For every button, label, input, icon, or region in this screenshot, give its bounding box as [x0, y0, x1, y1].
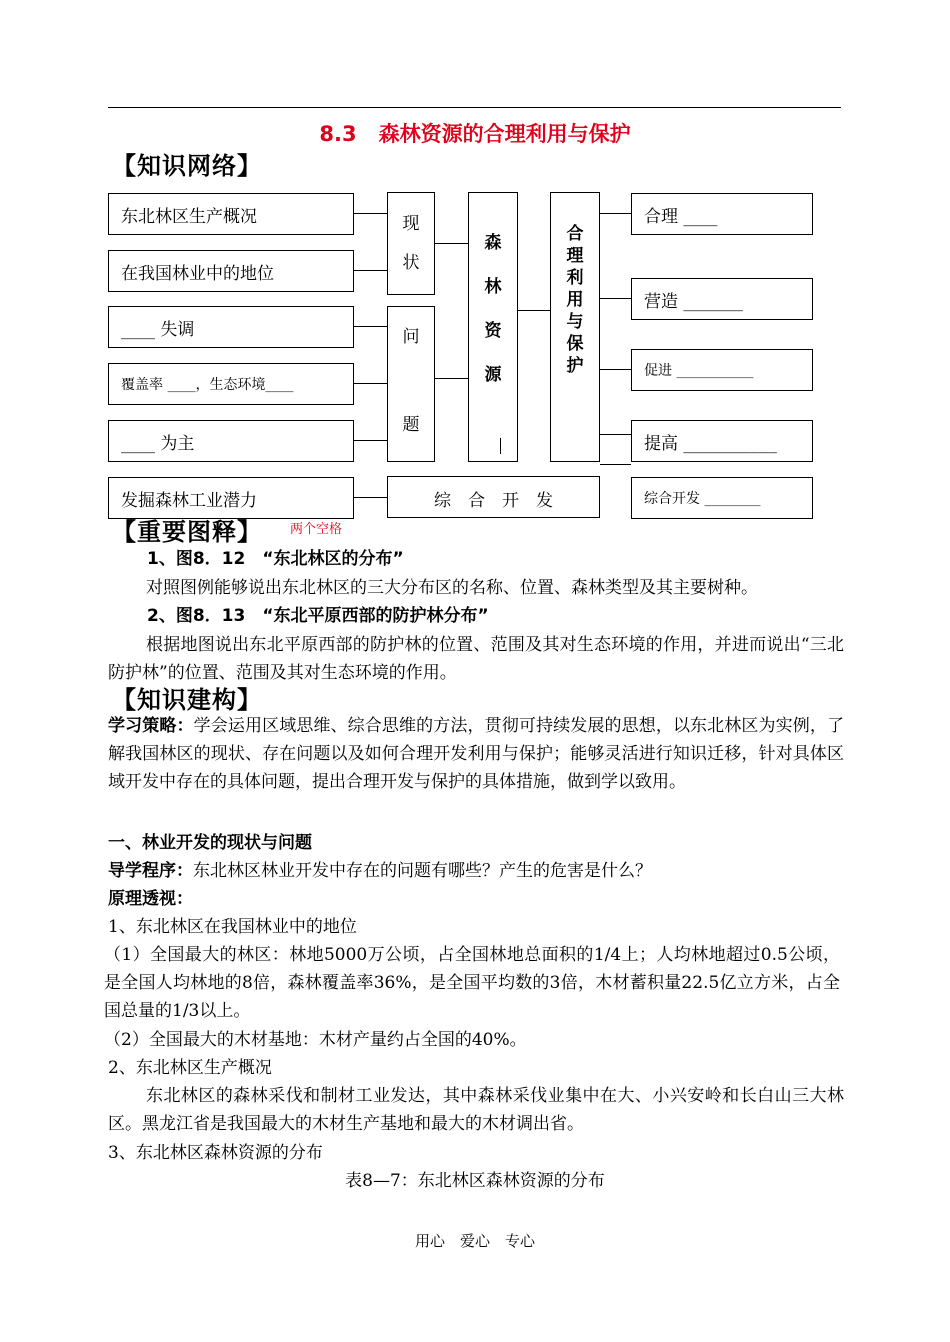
section-figures-heading: 【重要图释】 — [112, 518, 262, 546]
right-box-2: 营造 _______ — [631, 278, 813, 320]
header-rule — [108, 107, 841, 108]
connector — [354, 383, 387, 384]
page-footer: 用心 爱心 专心 — [414, 1232, 535, 1250]
right-box-1: 合理 ____ — [631, 193, 813, 235]
use-char-1: 合 — [566, 224, 584, 244]
use-char-6: 保 — [566, 334, 584, 354]
item-1: 1、东北林区在我国林业中的地位 — [108, 917, 357, 937]
comprehensive-development-box: 综 合 开 发 — [387, 476, 600, 518]
forest-resource-box — [468, 192, 518, 462]
resource-char-4: 源 — [484, 365, 502, 385]
item-2: 2、东北林区生产概况 — [108, 1058, 272, 1078]
problem-box — [387, 306, 435, 462]
use-char-7: 护 — [566, 356, 584, 376]
strategy-label: 学习策略： — [108, 716, 194, 736]
connector — [600, 464, 631, 465]
right-box-5: 综合开发 ________ — [631, 477, 813, 519]
left-box-5: ____ 为主 — [108, 420, 354, 462]
heading-1: 一、林业开发的现状与问题 — [108, 833, 312, 853]
status-char-1: 现 — [402, 214, 420, 234]
connector — [354, 270, 387, 271]
guide-procedure — [108, 857, 844, 885]
connector — [600, 298, 631, 299]
connector — [354, 497, 387, 498]
strategy-text: 学会运用区域思维、综合思维的方法，贯彻可持续发展的思想，以东北林区为实例，了解我国林区的现状、存在问题以及如何合理开发利用与保护；能够灵活进行知识迁移，针对具体区域开发中存在的具体问题，提出合理开发与保护的具体措施，做到学以致用。 — [108, 716, 845, 792]
problem-char-1: 问 — [402, 327, 420, 347]
right-box-3: 促进 ___________ — [631, 349, 813, 391]
connector — [518, 310, 550, 311]
connector — [354, 213, 387, 214]
rational-use-box — [550, 192, 600, 462]
left-box-2: 在我国林业中的地位 — [108, 250, 354, 292]
guide-text: 东北林区林业开发中存在的问题有哪些？产生的危害是什么？ — [193, 861, 652, 881]
left-box-1: 东北林区生产概况 — [108, 193, 354, 235]
cursor-mark — [500, 438, 501, 454]
figure-1-title: 1、图8．12 “东北林区的分布” — [147, 549, 404, 569]
learning-strategy — [108, 712, 844, 796]
problem-char-2: 题 — [402, 415, 420, 435]
left-box-3: ____ 失调 — [108, 306, 354, 348]
item-3: 3、东北林区森林资源的分布 — [108, 1143, 323, 1163]
left-box-4: 覆盖率 ____，生态环境____ — [108, 363, 354, 405]
use-char-2: 理 — [566, 246, 584, 266]
section-network-heading: 【知识网络】 — [112, 152, 262, 180]
item-1a: （1）全国最大的林区：林地5000万公顷，占全国林地总面积的1/4上；人均林地超过0.5公顷，是全国人均林地的8倍，森林覆盖率36%，是全国平均数的3倍，木材蓄积量22.5亿立方米，占全国总量的1/3以上。 — [104, 945, 840, 1021]
title-text: 森林资源的合理利用与保护 — [378, 122, 631, 146]
item-2-text: 东北林区的森林采伐和制材工业发达，其中森林采伐业集中在大、小兴安岭和长白山三大林区。黑龙江省是我国最大的木材生产基地和最大的木材调出省。 — [108, 1086, 844, 1134]
page-title — [0, 118, 950, 148]
resource-char-1: 森 — [484, 233, 502, 253]
resource-char-2: 林 — [484, 277, 502, 297]
connector — [600, 213, 631, 214]
principle-label: 原理透视： — [108, 889, 193, 909]
figure-2-title: 2、图8．13 “东北平原西部的防护林分布” — [147, 606, 489, 626]
status-char-2: 状 — [402, 253, 420, 273]
use-char-3: 利 — [566, 268, 584, 288]
connector — [600, 369, 631, 370]
resource-char-3: 资 — [484, 321, 502, 341]
table-caption: 表8—7：东北林区森林资源的分布 — [345, 1171, 605, 1191]
item-1b: （2）全国最大的木材基地：木材产量约占全国的40%。 — [104, 1030, 527, 1050]
figure-1-description: 对照图例能够说出东北林区的三大分布区的名称、位置、森林类型及其主要树种。 — [146, 578, 758, 598]
section-construct-heading: 【知识建构】 — [112, 686, 262, 714]
use-char-5: 与 — [566, 312, 584, 332]
figure-2-description: 根据地图说出东北平原西部的防护林的位置、范围及其对生态环境的作用，并进而说出“三北防护林”的位置、范围及其对生态环境的作用。 — [108, 635, 844, 683]
connector — [435, 243, 468, 244]
right-box-4: 提高 ___________ — [631, 420, 813, 462]
use-char-4: 用 — [566, 290, 584, 310]
connector — [435, 378, 468, 379]
editor-note: 两个空格 — [290, 522, 343, 537]
guide-label: 导学程序： — [108, 861, 193, 881]
connector — [354, 326, 387, 327]
left-box-6: 发掘森林工业潜力 — [108, 477, 354, 519]
status-box — [387, 192, 435, 295]
connector — [600, 434, 631, 435]
section-number: 8.3 — [319, 122, 357, 146]
connector — [354, 440, 387, 441]
